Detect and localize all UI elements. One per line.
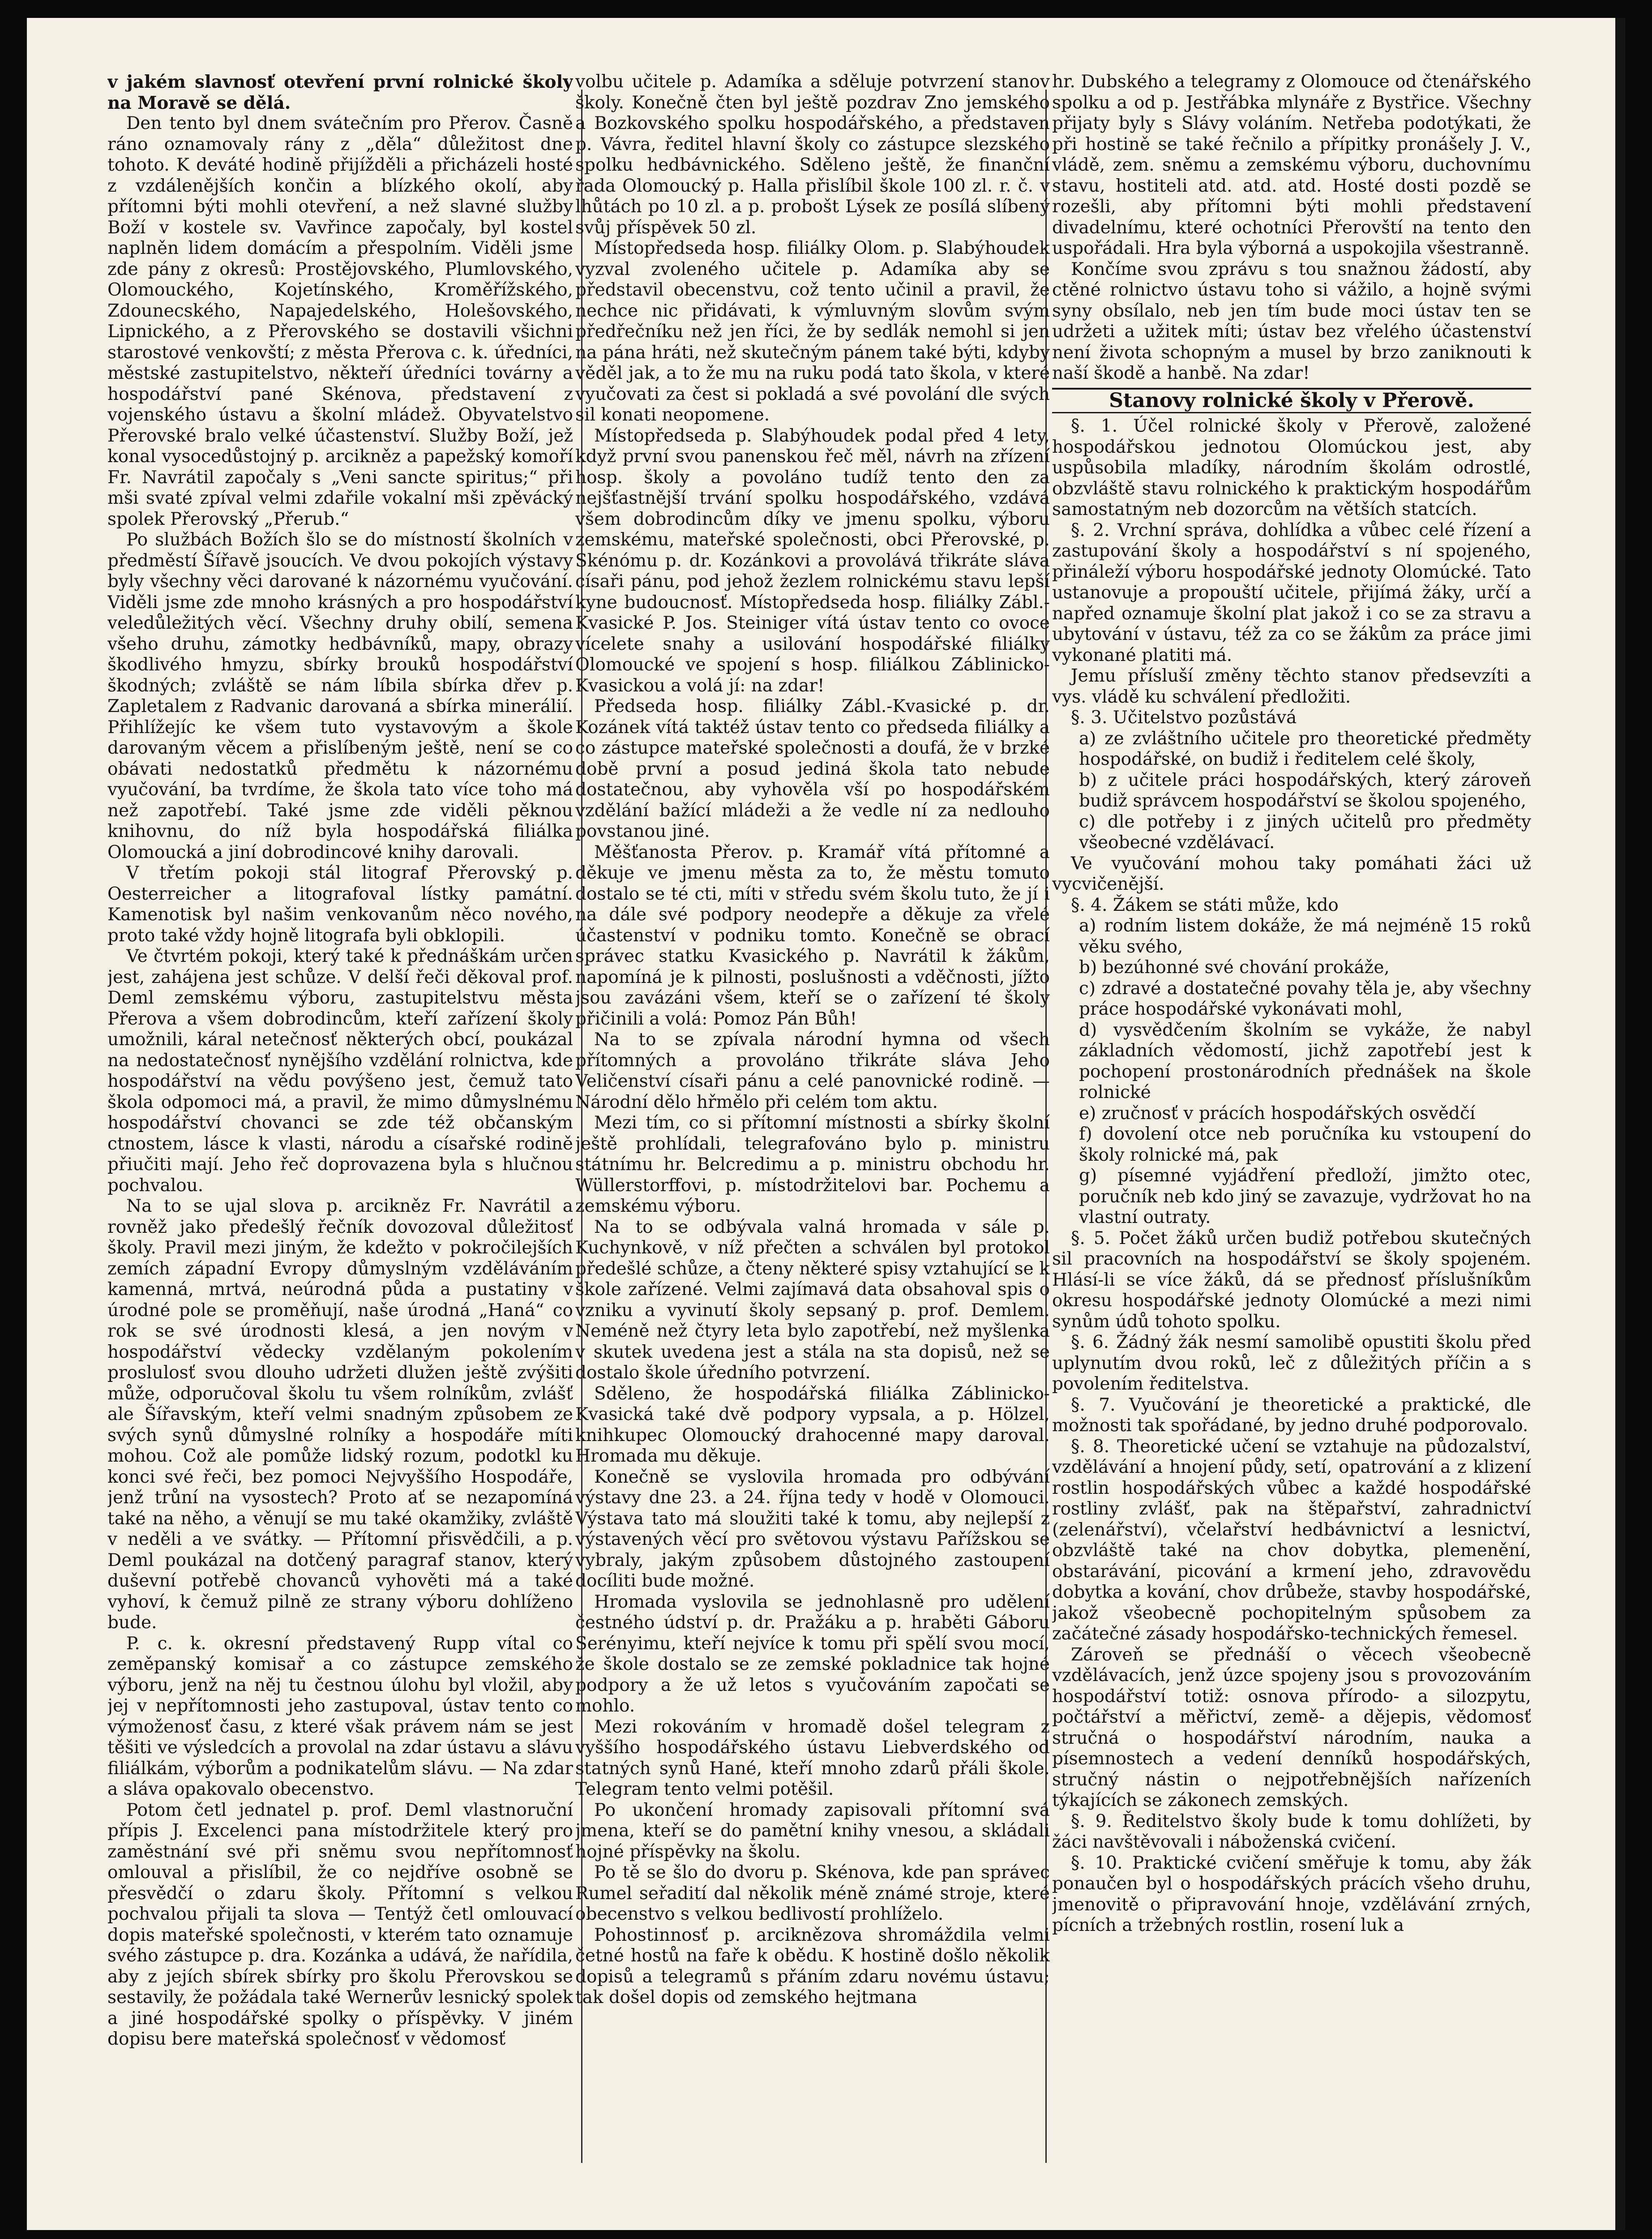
pupil-list-item: e) zručnosť v prácích hospodářských osvědčí	[1079, 1103, 1476, 1124]
paragraph: Po tě se šlo do dvoru p. Skénova, kde pan správec Rumel seřadití dal několik méně známé stroje, které obecenstvo s velkou bedlivostí prohlíželo.	[575, 1862, 1050, 1924]
paragraph: Po ukončení hromady zapisovali přítomní svá jmena, kteří se do pamětní knihy vnesou, a skládali hojné příspěvky na školu.	[575, 1800, 1050, 1862]
paragraph: Končíme svou zprávu s tou snažnou žádostí, aby ctěné rolnictvo ústavu toho si vážilo, a hojně svými syny obsílalo, neb jen tím bude moci ústav ten se udržeti a užitek míti; ústav bez vřelého účastenství není života schopným a musel by brzo zaniknouti k naší škodě a hanbě. Na zdar!	[1052, 259, 1531, 383]
statute-heading: Stanovy rolnické školy v Přerově.	[1052, 388, 1531, 414]
pupil-list-item: g) písemné vyjádření předloží, jimžto otec, poručník neb kdo jiný se zavazuje, vydržovat ho na vlastní outraty.	[1079, 1166, 1531, 1227]
paragraph: Na to se ujal slova p. arcikněz Fr. Navrátil a rovněž jako předešlý řečník dovozoval důležitosť školy. Pravil mezi jiným, že kdežto v pokročilejších zemích západní Evropy důmyslným vzděláváním kamenná, mrtvá, neúrodná půda a pustatiny v úrodné pole se proměňují, naše úrodná „Haná“ co rok se své úrodnosti klesá, a jen novým v hospodářství vědecky vzdělaným pokolením proslulosť svou dlouho udržeti dlužen ještě zvýšiti může, odporučoval školu tu všem rolníkům, zvlášť ale Šířavským, kteří velmi snadným způsobem ze svých synů důmyslné rolníky a hospodáře míti mohou. Což ale pomůže lidský rozum, podotkl ku konci své řeči, bez pomoci Nejvyššího Hospodáře, jenž trůní na vysostech? Proto ať se nezapomíná také na něho, a věnují se mu také okamžiky, zvláště v neděli a ve svátky. — Přítomní přisvědčili, a p. Deml poukázal na dotčený paragraf stanov, který duševní potřebě chovanců vyhověti má a také vyhoví, k čemuž pilně ze strany výboru dohlíženo bude.	[107, 1196, 573, 1633]
paragraph: Na to se zpívala národní hymna od všech přítomných a provoláno třikráte sláva Jeho Veličenství císaři pánu a celé panovnické rodině. — Národní dělo hřmělo při celém tom aktu.	[575, 1029, 1050, 1112]
statute-paragraph: §. 3. Učitelstvo pozůstává	[1071, 708, 1297, 728]
paragraph: Místopředseda hosp. filiálky Olom. p. Slabýhoudek vyzval zvoleného učitele p. Adamíka aby se představil obecenstvu, což tento učinil a pravil, že nechce nic přidávati, k výmluvným slovům svým předřečníku než jen říci, že by sedlák nemohl si jen na pána hráti, než skutečným pánem také býti, kdyby věděl jak, a to že mu na ruku podá tato škola, v které vyučovati za čest si pokladá a své povolání dle svých sil konati neopomene.	[575, 238, 1050, 425]
paragraph: Den tento byl dnem svátečním pro Přerov. Časně ráno oznamovaly rány z „děla“ důležitost dne tohoto. K deváté hodině přijížděli a přicházeli hosté z vzdálenějších končin a blízkého okolí, aby přítomni býti mohli otevření, a než slavné služby Boží v kostele sv. Vavřince započaly, byl kostel naplněn lidem domácím a přespolním. Viděli jsme zde pány z okresů: Prostějovského, Plumlovského, Olomouckého, Kojetínského, Kroměřížského, Zdounecského, Napajedelského, Holešovského, Lipnického, a z Přerovského se dostavili všichni starostové venkovští; z města Přerova c. k. úředníci, městské zastupitelstvo, někteří úředníci továrny a hospodářství pané Skénova, představení z vojenského ústavu a školní mládež. Obyvatelstvo Přerovské bralo velké účastenství. Služby Boží, jež konal vysocedůstojný p. arcikněz a papežský komoří Fr. Navrátil započaly s „Veni sancte spiritus;“ při mši svaté zpíval velmi zdařile vokalní mši zpěvácký spolek Přerovský „Přerub.“	[107, 113, 573, 529]
paragraph: Sděleno, že hospodářská filiálka Záblinicko-Kvasická také dvě podpory vypsala, a p. Hölzel, knihkupec Olomoucký drahocenné mapy daroval. Hromada mu děkuje.	[575, 1383, 1050, 1466]
statute-paragraph: §. 1. Účel rolnické školy v Přerově, založené hospodářskou jednotou Olomúckou jest, aby uspůsobila mladíky, národním školám odrostlé, obzvláště stavu rolnického k praktickým hospodářům samostatným neb dozorcům na větších statcích.	[1052, 416, 1531, 519]
statute-paragraph: §. 4. Žákem se státi může, kdo	[1071, 895, 1339, 915]
paragraph: v jakém slavnosť otevření první rolnické školy na Moravě se dělá.	[107, 72, 573, 113]
paragraph: Po službách Božích šlo se do místností školních v předměstí Šířavě jsoucích. Ve dvou pokojích výstavy byly všechny věci darované k názornému vyučování. Viděli jsme zde mnoho krásných a pro hospodářství veledůležitých věcí. Všechny druhy obilí, semena všeho druhu, zámotky hedbávníků, mapy, obrazy škodlivého hmyzu, sbírky brouků hospodářství škodných; zvláště se nám líbila sbírka dřev p. Zapletalem z Radvanic darovaná a sbírka minerálií. Přihlížejíc ke všem tuto vystavovým a škole darovaným věcem a přislíbeným ještě, není se co obávati nedostatků předmětu k názornému vyučování, ba tvrdíme, že škola tato více toho má než zapotřebí. Také jsme zde viděli pěknou knihovnu, do níž byla hospodářská filiálka Olomoucká a jiní dobrodincové knihy darovali.	[107, 530, 573, 862]
paragraph: Mezi tím, co si přítomní místnosti a sbírky školní ještě prohlídali, telegrafováno bylo p. ministru státnímu hr. Belcredimu a p. ministru obchodu hr. Wüllerstorffovi, p. místodržitelovi bar. Pochemu a zemskému výboru.	[575, 1113, 1050, 1216]
paragraph: Konečně se vyslovila hromada pro odbývání výstavy dne 23. a 24. října tedy v hodě v Olomouci. Výstava tato má sloužiti také k tomu, aby nejlepší z výstavených věcí pro světovou výstavu Pařížskou se vybraly, jakým způsobem důstojného zastoupení docíliti bude možné.	[575, 1467, 1050, 1591]
column-right	[1052, 72, 1531, 2203]
scan-edge	[1615, 18, 1625, 2230]
paragraph: Hromada vyslovila se jednohlasně pro udělení čestného údství p. dr. Pražáku a p. hraběti Gáboru Serényimu, kteří nejvíce k tomu při spělí svou mocí, že škole dostalo se ze zemské pokladnice tak hojné podpory a že už letos s vyučováním započati se mohlo.	[575, 1591, 1050, 1716]
statute-paragraph: §. 9. Ředitelstvo školy bude k tomu dohlížeti, by žáci navštěvovali i náboženská cvičení.	[1052, 1811, 1531, 1852]
statute-paragraph: §. 6. Žádný žák nesmí samolibě opustiti školu před uplynutím dvou roků, leč z důležitých příčin a s povolením ředitelstva.	[1052, 1332, 1531, 1394]
newspaper-page	[27, 18, 1625, 2230]
pupil-list-item: f) dovolení otce neb poručníka ku vstoupení do školy rolnické má, pak	[1079, 1124, 1531, 1165]
column-middle	[575, 72, 1050, 2203]
paragraph: Místopředseda p. Slabýhoudek podal před 4 lety, když první svou panenskou řeč měl, návrh na zřízení hosp. školy a povoláno tudíž tento den za nejšťastnější trvání spolku hospodářského, vzdává všem dobrodincům díky ve jmenu spolku, výboru zemskému, mateřské společnosti, obci Přerovské, p. Skénómu p. dr. Kozánkovi a provolává třikráte sláva císaři pánu, pod jehož žezlem rolnickému stavu lepší kyne budoucnosť. Místopředseda hosp. filiálky Zábl.-Kvasické P. Jos. Steiniger vítá ústav tento co ovoce vícelete snahy a usilování hospodářské filiálky Olomoucké ve spojení s hosp. filiálkou Záblinicko-Kvasickou a volá jí: na zdar!	[575, 425, 1050, 696]
statute-paragraph: §. 7. Vyučování je theoretické a praktické, dle možnosti tak spořádané, by jedno druhé podporovalo.	[1052, 1394, 1531, 1436]
paragraph: Předseda hosp. filiálky Zábl.-Kvasické p. dr. Kozánek vítá taktéž ústav tento co předseda filiálky a co zástupce mateřské společnosti a doufá, že v brzké době první a posud jediná škola tato nebude dostatečnou, aby vyhověla vší po hospodářském vzdělání bažící mládeži a že vedle ní za nedlouho povstanou jiné.	[575, 696, 1050, 841]
paragraph: Na to se odbývala valná hromada v sále p. Kuchynkově, v níž přečten a schválen byl protokol předešlé schůze, a čteny některé spisy vztahující se k škole zařízené. Velmi zajímavá data obsahoval spis o vzniku a vyvinutí školy sepsaný p. prof. Demlem. Neméně než čtyry leta bylo zapotřebí, než myšlenka v skutek uvedena jest a stála na sta dopisů, než se dostalo škole úředního potvrzení.	[575, 1217, 1050, 1383]
teacher-list-item: b) z učitele práci hospodářských, který zároveň budiž správcem hospodářství se školou spojeného,	[1079, 770, 1531, 811]
paragraph: P. c. k. okresní představený Rupp vítal co zeměpanský komisař a co zástupce zemského výboru, jenž na něj tu čestnou úlohu byl vložil, aby jej v nepřítomnosti jeho zastupoval, ústav tento co výmoženosť času, z které však právem nám se jest těšiti ve výsledcích a provolal na zdar ústavu a slávu filiálkám, výborům a podnikatelům slávu. — Na zdar a sláva opakovalo obecenstvo.	[107, 1633, 573, 1799]
statute-paragraph: Ve vyučování mohou taky pomáhati žáci už vycvičenější.	[1052, 853, 1531, 894]
statute-paragraph: §. 8. Theoretické učení se vztahuje na půdozalství, vzdělávání a hnojení půdy, setí, opatrování a z klizení rostlin hospodářských vůbec a každé hospodářské rostliny zvlášť, pak na štěpařství, zahradnictví (zelenářství), včelařství hedbávnictví a lesnictví, obzvláště také na chov dobytka, plemenění, obstarávání, picování a krmení jeho, zdravovědu dobytka a kování, chov drůbeže, stavby hospodářské, jakož všeobecně pochopitelným spůsobem za začátečné zásady hospodářsko-technických řemesel.	[1052, 1436, 1531, 1644]
pupil-list-item: b) bezúhonné své chování prokáže,	[1079, 957, 1390, 978]
paragraph: Ve čtvrtém pokoji, který také k přednáškám určen jest, zahájena jest schůze. V delší řeči děkoval prof. Deml zemskému výboru, zastupitelstvu města Přerova a všem dobrodincům, kteří zařízení školy umožnili, káral netečnosť některých obcí, poukázal na nedostatečnosť nynějšího vzdělání rolnictva, kde hospodářství na vědu povýšeno jest, čemuž tato škola odpomoci má, a pravil, že mimo důmyslnému hospodářství chovanci se zde též občanským ctnostem, lásce k vlasti, národu a císařské rodině přiučiti mají. Jeho řeč doprovazena byla s hlučnou pochvalou.	[107, 946, 573, 1196]
pupil-list-item: d) vysvědčením školním se vykáže, že nabyl základních vědomostí, jichž zapotřebí jest k pochopení prostonárodních přednášek na škole rolnické	[1079, 1020, 1531, 1102]
paragraph: volbu učitele p. Adamíka a sděluje potvrzení stanov školy. Konečně čten byl ještě pozdrav Zno jemského a Bozkovského spolku hospodářského, a představen p. Vávra, ředitel hlavní školy co zástupce slezského spolku hedbávnického. Sděleno ještě, že finanční řada Olomoucký p. Halla přislíbil škole 100 zl. r. č. v lhůtách po 10 zl. a p. probošt Lýsek ze posílá slíbený svůj příspěvek 50 zl.	[575, 72, 1050, 238]
statute-paragraph: Jemu přísluší změny těchto stanov předsevzíti a vys. vládě ku schválení předložiti.	[1052, 666, 1531, 707]
paragraph: Pohostinnosť p. arciknězova shromáždila velmi četné hostů na faře k obědu. K hostině došlo několik dopisů a telegramů s přáním zdaru novému ústavu; tak došel dopis od zemského hejtmana	[575, 1925, 1050, 2007]
statute-paragraph: §. 2. Vrchní správa, dohlídka a vůbec celé řízení a zastupování školy a hospodářství s ní spojeného, přináleží výboru hospodářské jednoty Olomúcké. Tato ustanovuje a propouští učitele, přijímá žáky, určí a napřed oznamuje školní plat jakož i co se za stravu a ubytování v ústavu, též za co se žákům za práce jimi vykonané platiti má.	[1052, 520, 1531, 665]
statute-paragraph: §. 5. Počet žáků určen budiž potřebou skutečných sil pracovních na hospodářství se školy spojeném. Hlásí-li se více žáků, dá se přednosť příslušníkům okresu hospodářské jednoty Olomúcké a mezi nimi synům údů tohoto spolku.	[1052, 1228, 1531, 1332]
paragraph: V třetím pokoji stál litograf Přerovský p. Oesterreicher a litografoval lístky památní. Kamenotisk byl našim venkovanům něco nového, proto také vždy hojně litografa byli obklopili.	[107, 863, 573, 946]
column-left	[107, 72, 573, 2203]
paragraph: Mezi rokováním v hromadě došel telegram z vyššího hospodářského ústavu Liebverdského od statných synů Hané, kteří mnoho zdarů přáli škole. Telegram tento velmi potěšil.	[575, 1716, 1050, 1799]
statute-paragraph: Zároveň se přednáší o věcech všeobecně vzdělávacích, jenž úzce spojeny jsou s provozováním hospodářství totiž: osnova přírodo- a silozpytu, počtářství a měřictví, země- a dějepis, vědomosť stručná o hospodářství národním, nauka a písemnostech a vedení denníků hospodářských, stručný nástin o nejpotřebnějších nařízeních týkajících se zákonech zemských.	[1052, 1644, 1531, 1810]
paragraph: Měšťanosta Přerov. p. Kramář vítá přítomné a děkuje ve jmenu města za to, že městu tomuto dostalo se té cti, míti v středu svém školu tuto, že jí i na dále své podpory neodepře a děkuje za vřelé účastenství v podniku tomto. Konečně se obrací správec statku Kvasického p. Navrátil k žákům, napomíná je k pilnosti, poslušnosti a vděčnosti, jížto jsou zavázáni všem, kteří se o zařízení té školy přičinili a volá: Pomoz Pán Bůh!	[575, 842, 1050, 1029]
paragraph: hr. Dubského a telegramy z Olomouce od čtenářského spolku a od p. Jestřábka mlynáře z Bystřice. Všechny přijaty byly s Slávy voláním. Netřeba podotýkati, že při hostině se také řečnilo a přípitky pronášely J. V., vládě, zem. sněmu a zemskému výboru, duchovnímu stavu, hostiteli atd. atd. atd. Hosté dosti pozdě se rozešli, aby přítomni býti mohli představení divadelnímu, které ochotníci Přerovští na tento den uspořádali. Hra byla výborná a uspokojila všestranně.	[1052, 72, 1531, 258]
pupil-list-item: a) rodním listem dokáže, že má nejméně 15 roků věku svého,	[1079, 916, 1531, 957]
statute-paragraph: §. 10. Praktické cvičení směřuje k tomu, aby žák ponaučen byl o hospodářských prácích všeho druhu, jmenovitě o připravování hnoje, vzdělávání zrných, pícních a tržebných rostlin, rosení luk a	[1052, 1853, 1531, 1935]
teacher-list-item: c) dle potřeby i z jiných učitelů pro předměty všeobecné vzdělávací.	[1079, 811, 1531, 853]
pupil-list-item: c) zdravé a dostatečné povahy těla je, aby všechny práce hospodářské vykonávati mohl,	[1079, 978, 1531, 1019]
paragraph: Potom četl jednatel p. prof. Deml vlastnoruční přípis J. Excelenci pana místodržitele který pro zaměstnání své při sněmu svou nepřítomnosť omlouval a přislíbil, že co nejdříve osobně se přesvědčí o zdaru školy. Přítomní s velkou pochvalou přijali ta slova — Tentýž četl omlouvací dopis mateřské společnosti, v kterém tato oznamuje svého zástupce p. dra. Kozánka a udává, že nařídila, aby z jejích sbírek sbírky pro školu Přerovskou se sestavily, že požádala také Wernerův lesnický spolek a jiné hospodářské spolky o příspěvky. V jiném dopisu bere mateřská společnosť v vědomosť	[107, 1800, 573, 2049]
teacher-list-item: a) ze zvláštního učitele pro theoretické předměty hospodářské, on budiž i ředitelem celé školy,	[1079, 728, 1531, 769]
